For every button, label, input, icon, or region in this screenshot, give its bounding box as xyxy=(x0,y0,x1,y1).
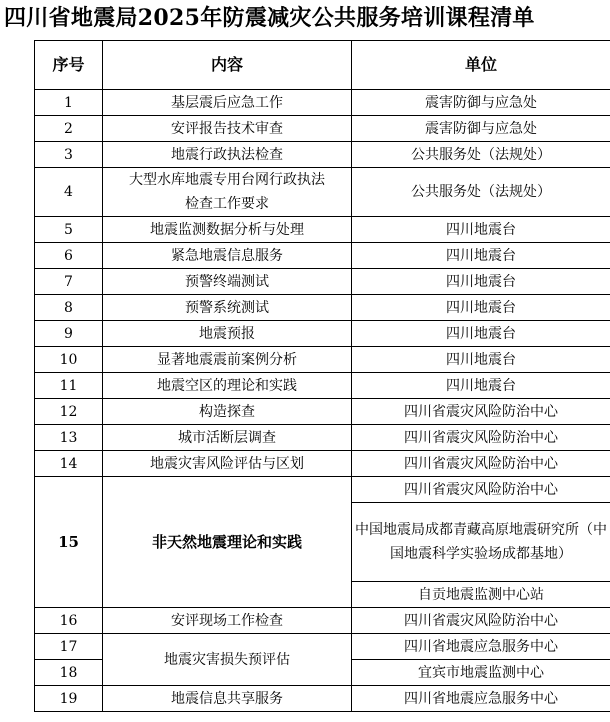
table-header-row xyxy=(35,41,610,90)
row-number: 2 xyxy=(35,116,103,142)
course-table xyxy=(34,40,610,712)
table-row xyxy=(35,686,610,712)
row-number: 5 xyxy=(35,217,103,243)
course-content: 地震空区的理论和实践 xyxy=(103,373,352,399)
course-unit: 四川省地震应急服务中心 xyxy=(352,686,610,712)
table-row xyxy=(35,425,610,451)
course-unit: 四川地震台 xyxy=(352,347,610,373)
table-row xyxy=(35,347,610,373)
course-content: 预警系统测试 xyxy=(103,295,352,321)
row-number: 14 xyxy=(35,451,103,477)
course-unit: 中国地震局成都青藏高原地震研究所（中国地震科学实验场成都基地） xyxy=(352,503,610,582)
table-row xyxy=(35,399,610,425)
course-content: 安评报告技术审查 xyxy=(103,116,352,142)
table-row xyxy=(35,90,610,116)
row-number: 3 xyxy=(35,142,103,168)
table-row xyxy=(35,477,610,503)
row-number: 13 xyxy=(35,425,103,451)
course-content: 构造探查 xyxy=(103,399,352,425)
course-unit: 四川省地震应急服务中心 xyxy=(352,634,610,660)
course-content: 地震灾害风险评估与区划 xyxy=(103,451,352,477)
course-unit: 四川省震灾风险防治中心 xyxy=(352,399,610,425)
course-content: 大型水库地震专用台网行政执法检查工作要求 xyxy=(103,168,352,217)
row-number: 16 xyxy=(35,608,103,634)
course-unit: 四川地震台 xyxy=(352,295,610,321)
header-content: 内容 xyxy=(103,41,352,90)
row-number: 7 xyxy=(35,269,103,295)
course-unit: 四川省震灾风险防治中心 xyxy=(352,451,610,477)
course-content: 显著地震震前案例分析 xyxy=(103,347,352,373)
course-unit: 四川地震台 xyxy=(352,373,610,399)
course-content: 非天然地震理论和实践 xyxy=(103,477,352,608)
course-unit: 四川地震台 xyxy=(352,269,610,295)
row-number: 11 xyxy=(35,373,103,399)
table-row xyxy=(35,116,610,142)
course-unit: 震害防御与应急处 xyxy=(352,116,610,142)
course-unit: 震害防御与应急处 xyxy=(352,90,610,116)
table-row xyxy=(35,373,610,399)
table-row xyxy=(35,269,610,295)
table-row xyxy=(35,295,610,321)
course-content: 地震监测数据分析与处理 xyxy=(103,217,352,243)
table-row xyxy=(35,243,610,269)
header-index: 序号 xyxy=(35,41,103,90)
course-unit: 四川地震台 xyxy=(352,243,610,269)
row-number: 19 xyxy=(35,686,103,712)
row-number: 15 xyxy=(35,477,103,608)
course-content: 地震信息共享服务 xyxy=(103,686,352,712)
course-content: 紧急地震信息服务 xyxy=(103,243,352,269)
table-row xyxy=(35,142,610,168)
table-row xyxy=(35,321,610,347)
row-number: 9 xyxy=(35,321,103,347)
course-unit: 公共服务处（法规处） xyxy=(352,142,610,168)
course-unit: 四川地震台 xyxy=(352,321,610,347)
course-content: 地震预报 xyxy=(103,321,352,347)
course-unit: 四川省震灾风险防治中心 xyxy=(352,608,610,634)
table-row xyxy=(35,634,610,660)
header-unit: 单位 xyxy=(352,41,610,90)
table-row xyxy=(35,217,610,243)
row-number: 12 xyxy=(35,399,103,425)
course-content: 地震行政执法检查 xyxy=(103,142,352,168)
row-number: 8 xyxy=(35,295,103,321)
course-unit: 公共服务处（法规处） xyxy=(352,168,610,217)
row-number: 1 xyxy=(35,90,103,116)
course-unit: 自贡地震监测中心站 xyxy=(352,582,610,608)
course-unit: 宜宾市地震监测中心 xyxy=(352,660,610,686)
table-row xyxy=(35,168,610,217)
page-title: 四川省地震局2025年防震减灾公共服务培训课程清单 xyxy=(4,5,535,31)
row-number: 6 xyxy=(35,243,103,269)
course-content: 地震灾害损失预评估 xyxy=(103,634,352,686)
row-number: 17 xyxy=(35,634,103,660)
course-unit: 四川地震台 xyxy=(352,217,610,243)
course-unit: 四川省震灾风险防治中心 xyxy=(352,425,610,451)
table-row xyxy=(35,608,610,634)
course-content: 预警终端测试 xyxy=(103,269,352,295)
course-unit: 四川省震灾风险防治中心 xyxy=(352,477,610,503)
row-number: 4 xyxy=(35,168,103,217)
course-content: 安评现场工作检查 xyxy=(103,608,352,634)
table-row xyxy=(35,451,610,477)
row-number: 10 xyxy=(35,347,103,373)
course-content: 城市活断层调查 xyxy=(103,425,352,451)
row-number: 18 xyxy=(35,660,103,686)
course-content: 基层震后应急工作 xyxy=(103,90,352,116)
